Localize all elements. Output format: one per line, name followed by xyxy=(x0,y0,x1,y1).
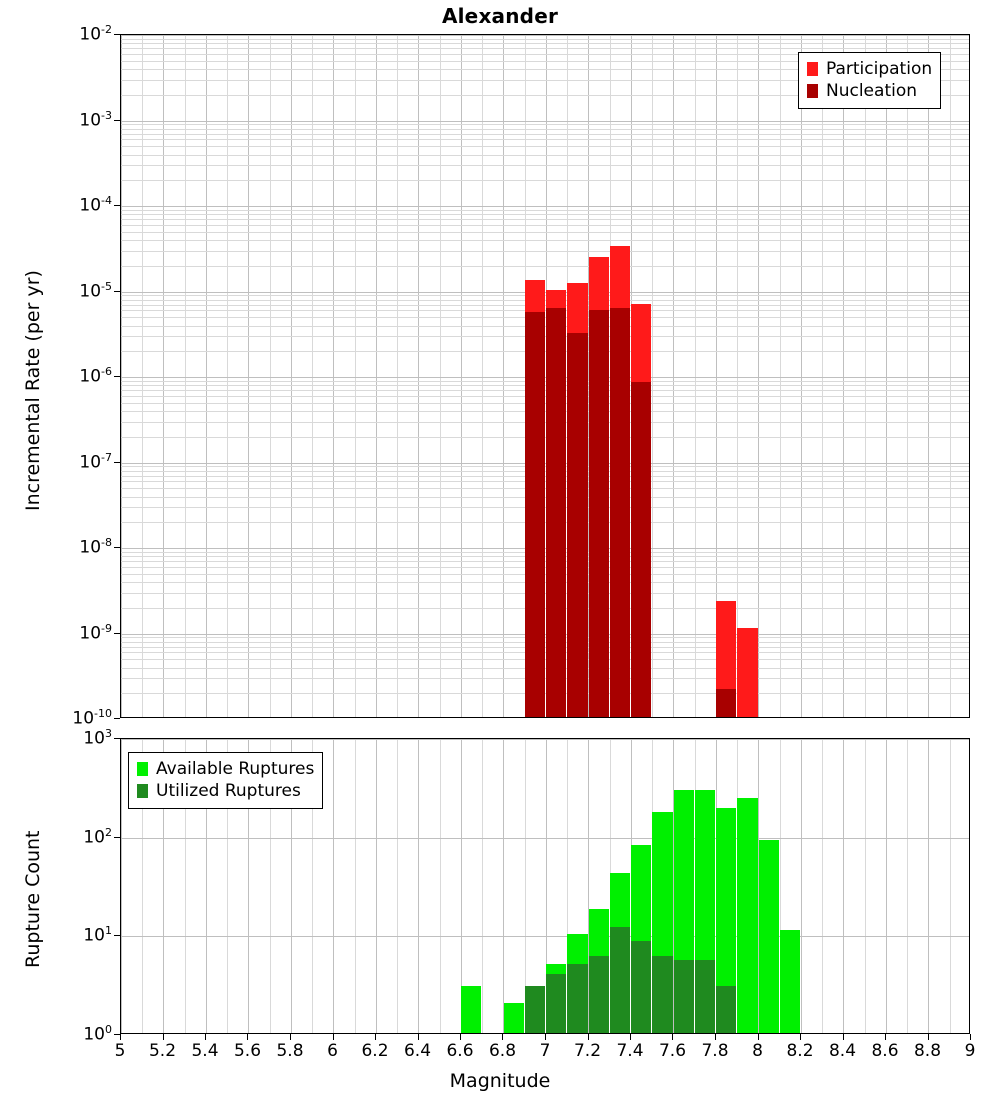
legend-swatch-icon xyxy=(807,62,818,76)
bar xyxy=(759,840,779,1033)
legend-bottom xyxy=(128,752,323,809)
x-tick-mark xyxy=(502,1034,503,1040)
bar xyxy=(631,382,651,717)
x-tick-mark xyxy=(800,1034,801,1040)
bar xyxy=(716,986,736,1033)
y-tick-mark xyxy=(114,462,120,463)
x-tick-mark xyxy=(290,1034,291,1040)
y-tick-label: $10^{-8}$ xyxy=(79,536,112,558)
x-tick-label: 5.6 xyxy=(233,1041,262,1061)
x-tick-mark xyxy=(205,1034,206,1040)
incremental-rate-plot xyxy=(120,34,970,718)
x-tick-mark xyxy=(247,1034,248,1040)
bar xyxy=(504,1003,524,1033)
legend-item xyxy=(807,58,932,80)
legend-item xyxy=(137,780,314,802)
bar xyxy=(695,960,715,1033)
bar xyxy=(567,964,587,1033)
y-tick-mark xyxy=(114,376,120,377)
bar xyxy=(652,956,672,1033)
bar xyxy=(589,956,609,1033)
legend-item xyxy=(807,80,932,102)
x-tick-mark xyxy=(588,1034,589,1040)
y-tick-mark xyxy=(114,935,120,936)
x-tick-label: 6.4 xyxy=(403,1041,432,1061)
bar xyxy=(674,960,694,1033)
x-axis-title: Magnitude xyxy=(449,1070,551,1092)
x-tick-mark xyxy=(375,1034,376,1040)
x-tick-mark xyxy=(163,1034,164,1040)
x-tick-label: 6 xyxy=(327,1041,338,1061)
x-tick-label: 5.4 xyxy=(191,1041,219,1061)
y-tick-label: $10^3$ xyxy=(83,727,112,749)
y-axis-title-bottom: Rupture Count xyxy=(22,830,44,968)
legend-label: Available Ruptures xyxy=(156,759,315,779)
x-tick-mark xyxy=(928,1034,929,1040)
bar xyxy=(610,927,630,1033)
x-tick-mark xyxy=(545,1034,546,1040)
legend-label: Participation xyxy=(826,59,933,79)
y-tick-mark xyxy=(114,738,120,739)
x-tick-label: 9 xyxy=(964,1041,976,1061)
bar xyxy=(525,986,545,1033)
y-tick-mark xyxy=(114,120,120,121)
x-tick-mark xyxy=(715,1034,716,1040)
x-tick-mark xyxy=(758,1034,759,1040)
y-tick-mark xyxy=(114,547,120,548)
y-tick-label: $10^{-5}$ xyxy=(79,279,112,302)
bar xyxy=(737,628,757,717)
bar xyxy=(589,310,609,717)
x-tick-mark xyxy=(120,1034,121,1040)
y-tick-label: $10^{-6}$ xyxy=(79,365,112,387)
x-tick-mark xyxy=(970,1034,971,1040)
bar xyxy=(525,312,545,717)
bar xyxy=(567,333,587,717)
legend-swatch-icon xyxy=(137,784,148,798)
bars-top xyxy=(121,35,969,717)
legend-swatch-icon xyxy=(807,84,818,98)
x-tick-label: 8 xyxy=(752,1041,763,1061)
x-tick-label: 5.8 xyxy=(276,1041,304,1061)
x-tick-label: 7.8 xyxy=(701,1041,729,1061)
y-tick-label: $10^0$ xyxy=(83,1023,112,1045)
bar xyxy=(780,930,800,1033)
x-tick-mark xyxy=(843,1034,844,1040)
x-tick-label: 7 xyxy=(539,1041,551,1061)
x-tick-label: 8.4 xyxy=(828,1041,857,1061)
x-tick-label: 6.8 xyxy=(488,1041,517,1061)
bar xyxy=(610,308,630,717)
bar xyxy=(716,689,736,717)
y-tick-label: $10^{-10}$ xyxy=(72,707,112,729)
y-tick-label: $10^{-2}$ xyxy=(79,23,112,45)
y-tick-mark xyxy=(114,718,120,719)
y-tick-label: $10^{-9}$ xyxy=(79,621,112,644)
y-tick-mark xyxy=(114,205,120,206)
x-tick-label: 8.8 xyxy=(913,1041,942,1061)
x-tick-label: 6.6 xyxy=(446,1041,474,1061)
legend-top xyxy=(798,52,941,109)
y-tick-label: $10^2$ xyxy=(83,825,112,848)
y-tick-mark xyxy=(114,633,120,634)
y-tick-label: $10^{-3}$ xyxy=(79,108,112,131)
x-tick-mark xyxy=(418,1034,419,1040)
x-tick-label: 5 xyxy=(114,1041,126,1061)
bar xyxy=(631,941,651,1033)
x-tick-label: 7.2 xyxy=(573,1041,602,1061)
x-tick-mark xyxy=(460,1034,461,1040)
x-tick-label: 6.2 xyxy=(361,1041,389,1061)
x-tick-label: 5.2 xyxy=(148,1041,177,1061)
page-title: Alexander xyxy=(441,4,559,28)
y-tick-label: $10^1$ xyxy=(83,924,112,946)
x-tick-mark xyxy=(885,1034,886,1040)
x-tick-mark xyxy=(672,1034,673,1040)
y-tick-mark xyxy=(114,837,120,838)
bar xyxy=(546,308,566,717)
x-tick-mark xyxy=(630,1034,631,1040)
x-tick-mark xyxy=(333,1034,334,1040)
x-tick-label: 8.2 xyxy=(786,1041,814,1061)
legend-label: Nucleation xyxy=(826,81,918,101)
y-tick-label: $10^{-7}$ xyxy=(79,450,112,473)
x-tick-label: 8.6 xyxy=(871,1041,899,1061)
x-tick-label: 7.6 xyxy=(658,1041,687,1061)
bar xyxy=(461,986,481,1033)
y-axis-title-top: Incremental Rate (per yr) xyxy=(22,270,44,511)
y-tick-label: $10^{-4}$ xyxy=(79,194,112,216)
y-tick-mark xyxy=(114,291,120,292)
x-tick-label: 7.4 xyxy=(616,1041,644,1061)
legend-item xyxy=(137,758,314,780)
bar xyxy=(546,974,566,1033)
bar xyxy=(737,798,757,1033)
y-tick-mark xyxy=(114,34,120,35)
legend-swatch-icon xyxy=(137,762,148,776)
legend-label: Utilized Ruptures xyxy=(156,781,301,801)
